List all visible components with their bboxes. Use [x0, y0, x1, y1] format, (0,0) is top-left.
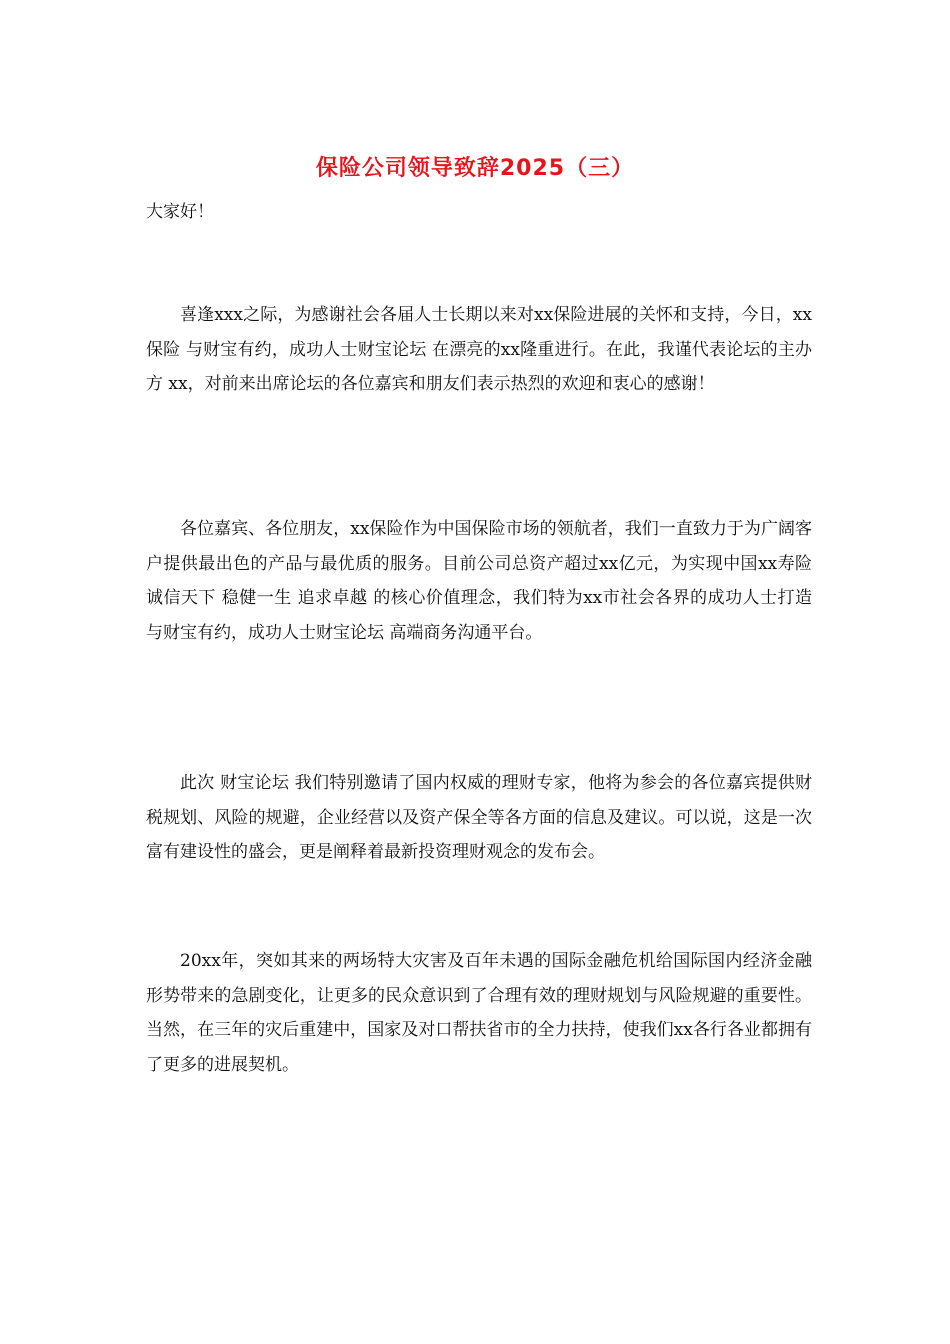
document-title: 保险公司领导致辞2025（三） — [315, 156, 635, 181]
greeting-line: 大家好！ — [146, 202, 214, 222]
paragraph-4: 20xx年，突如其来的两场特大灾害及百年未遇的国际金融危机给国际国内经济金融形势带来的急剧变化，让更多的民众意识到了合理有效的理财规划与风险规避的重要性。当然，在三年的灾后重建中，国家及对口帮扶省市的全力扶持，使我们xx各行各业都拥有了更多的进展契机。 — [146, 951, 812, 1075]
paragraph-2: 各位嘉宾、各位朋友，xx保险作为中国保险市场的领航者，我们一直致力于为广阔客户提供最出色的产品与最优质的服务。目前公司总资产超过xx亿元，为实现中国xx寿险 诚信天下 稳健一生 追求卓越 的核心价值理念，我们特为xx市社会各界的成功人士打造 与财宝有约，成功人士财宝论坛 高端商务沟通平台。 — [146, 519, 812, 643]
paragraph-1: 喜逢xxx之际，为感谢社会各届人士长期以来对xx保险进展的关怀和支持，今日，xx保险 与财宝有约，成功人士财宝论坛 在漂亮的xx隆重进行。在此，我谨代表论坛的主办方 xx，对前来出席论坛的各位嘉宾和朋友们表示热烈的欢迎和衷心的感谢！ — [146, 305, 812, 394]
paragraph-3: 此次 财宝论坛 我们特别邀请了国内权威的理财专家，他将为参会的各位嘉宾提供财税规划、风险的规避，企业经营以及资产保全等各方面的信息及建议。可以说，这是一次富有建设性的盛会，更是阐释着最新投资理财观念的发布会。 — [146, 773, 812, 862]
